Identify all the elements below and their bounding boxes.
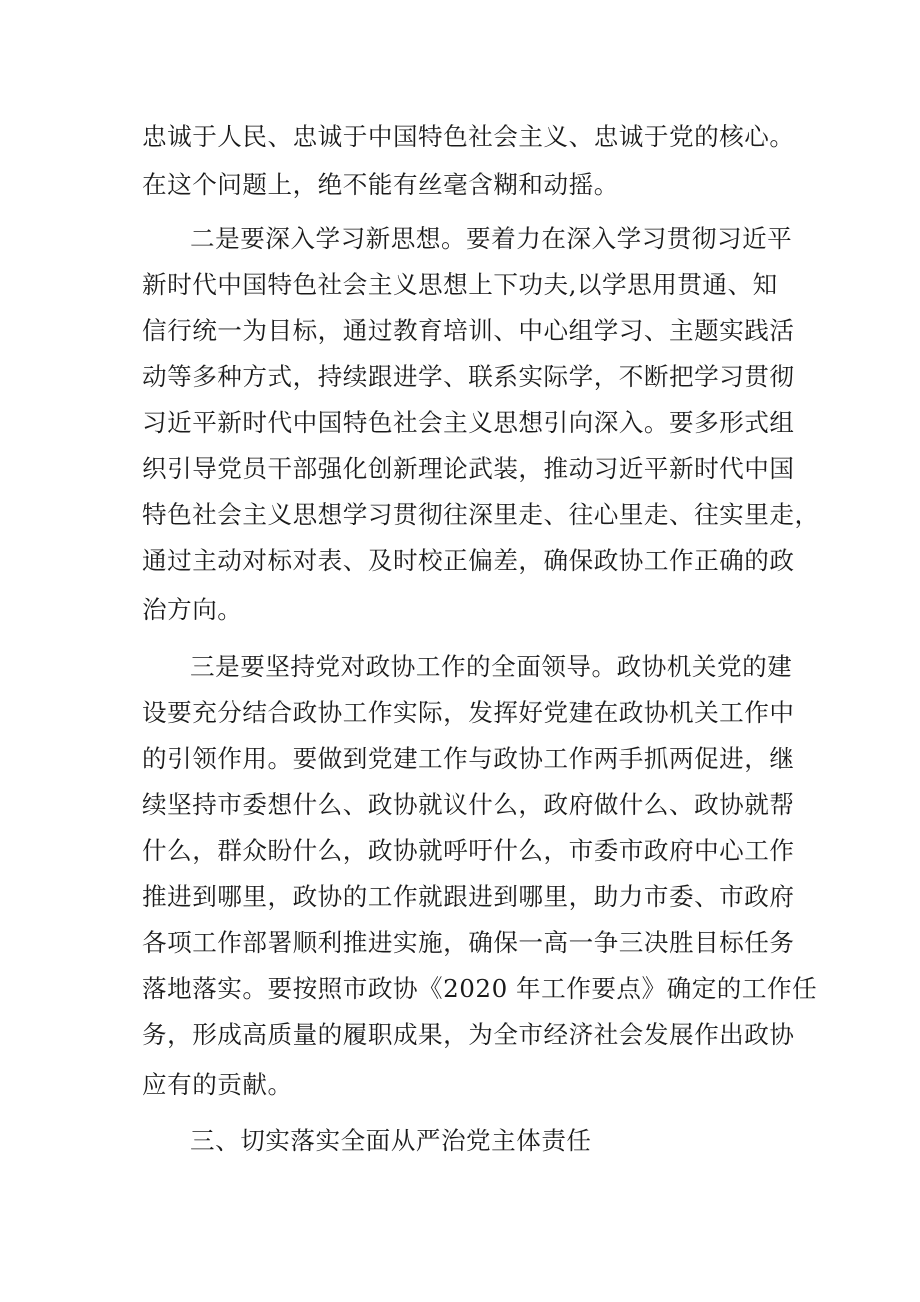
- paragraph-line: 务，形成高质量的履职成果，为全市经济社会发展作出政协: [142, 1020, 795, 1049]
- paragraph-line: 特色社会主义思想学习贯彻往深里走、往心里走、往实里走，: [142, 500, 820, 529]
- section-heading: 三、切实落实全面从严治党主体责任: [190, 1126, 592, 1155]
- paragraph-line: 新时代中国特色社会主义思想上下功夫,以学思用贯通、知: [142, 270, 778, 299]
- paragraph-line: 在这个问题上，绝不能有丝毫含糊和动摇。: [142, 170, 619, 199]
- paragraph-line: 通过主动对标对表、及时校正偏差，确保政协工作正确的政: [142, 546, 795, 575]
- paragraph-line: 忠诚于人民、忠诚于中国特色社会主义、忠诚于党的核心。: [142, 122, 795, 151]
- paragraph-line: 信行统一为目标，通过教育培训、中心组学习、主题实践活: [142, 316, 795, 345]
- paragraph-line: 续坚持市委想什么、政协就议什么，政府做什么、政协就帮: [142, 790, 795, 819]
- paragraph-line: 设要充分结合政协工作实际，发挥好党建在政协机关工作中: [142, 698, 795, 727]
- paragraph-line: 三是要坚持党对政协工作的全面领导。政协机关党的建: [190, 652, 793, 681]
- paragraph-line: 落地落实。要按照市政协《2020 年工作要点》确定的工作任: [142, 974, 818, 1003]
- paragraph-line: 动等多种方式，持续跟进学、联系实际学，不断把学习贯彻: [142, 362, 795, 391]
- paragraph-line: 二是要深入学习新思想。要着力在深入学习贯彻习近平: [190, 224, 793, 253]
- paragraph-line: 什么，群众盼什么，政协就呼吁什么，市委市政府中心工作: [142, 836, 795, 865]
- paragraph-line: 织引导党员干部强化创新理论武装，推动习近平新时代中国: [142, 454, 795, 483]
- paragraph-line: 推进到哪里，政协的工作就跟进到哪里，助力市委、市政府: [142, 882, 795, 911]
- paragraph-line: 应有的贡献。: [142, 1070, 293, 1099]
- paragraph-line: 习近平新时代中国特色社会主义思想引向深入。要多形式组: [142, 408, 795, 437]
- paragraph-line: 的引领作用。要做到党建工作与政协工作两手抓两促进，继: [142, 744, 795, 773]
- paragraph-line: 治方向。: [142, 595, 243, 624]
- paragraph-line: 各项工作部署顺利推进实施，确保一高一争三决胜目标任务: [142, 928, 795, 957]
